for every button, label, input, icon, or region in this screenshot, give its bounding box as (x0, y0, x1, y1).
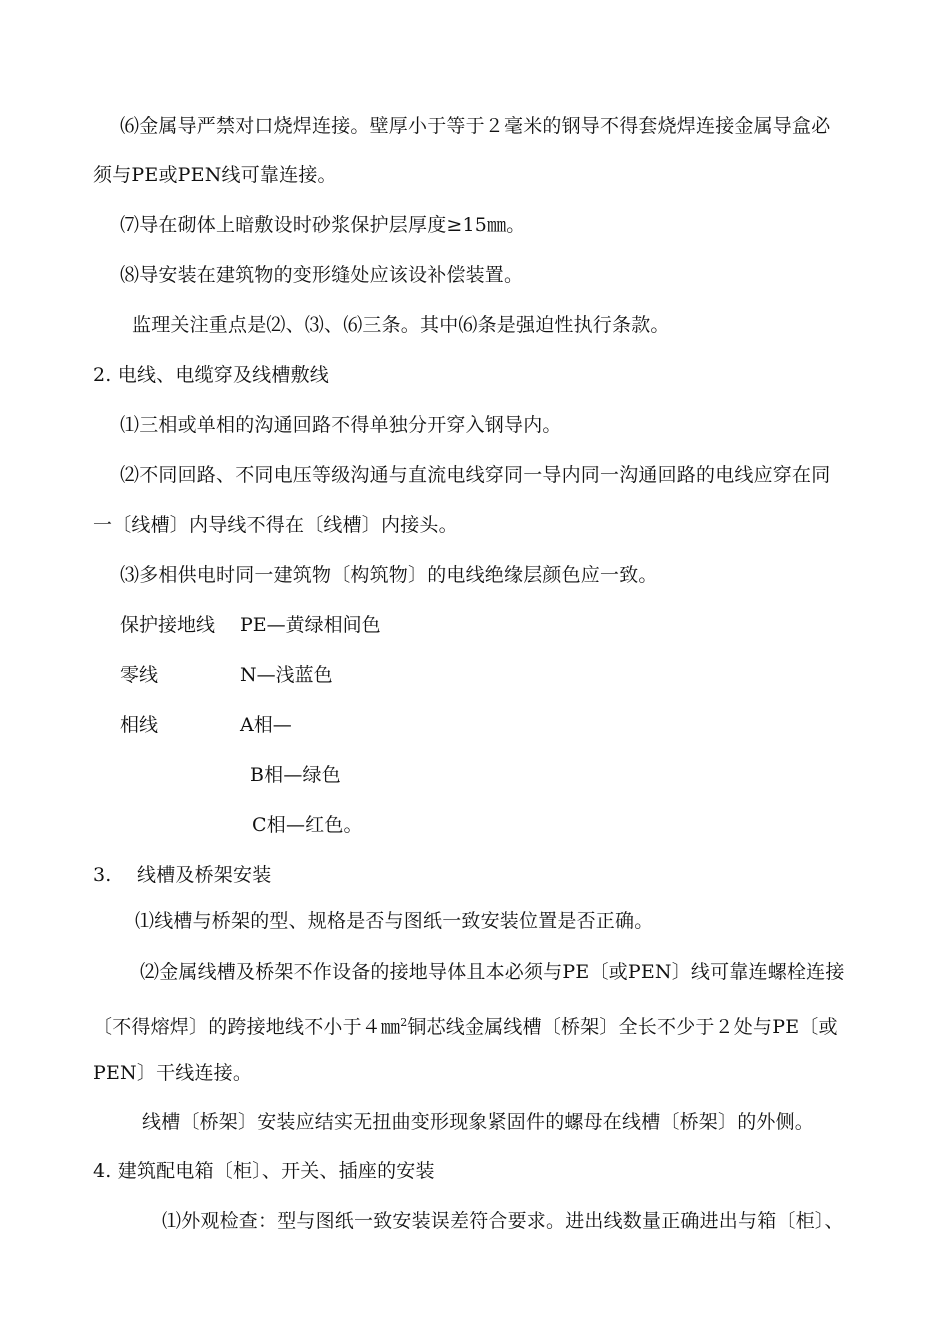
color-table-value: B相—绿色 (250, 764, 341, 786)
section-heading: 2. 电线、电缆穿及线槽敷线 (93, 364, 329, 386)
paragraph-line: 一〔线槽〕内导线不得在〔线槽〕内接头。 (93, 514, 458, 536)
paragraph-line: ⑴三相或单相的沟通回路不得单独分开穿入钢导内。 (120, 414, 562, 436)
color-table-value: N—浅蓝色 (240, 664, 333, 686)
paragraph-line: 须与PE或PEN线可靠连接。 (93, 164, 337, 186)
superscript: 2 (400, 1016, 408, 1029)
color-table-value: C相—红色。 (252, 814, 363, 836)
section-title: 线槽及桥架安装 (137, 864, 272, 886)
section-heading: 4. 建筑配电箱〔柜〕、开关、插座的安装 (93, 1160, 435, 1182)
paragraph-line: ⑵不同回路、不同电压等级沟通与直流电线穿同一导内同一沟通回路的电线应穿在同 (120, 464, 831, 486)
color-table-label: 相线 (120, 714, 159, 736)
color-table-label: 保护接地线 (120, 614, 216, 636)
text-run: 〔不得熔焊〕的跨接地线不小于４㎜ (93, 1016, 401, 1038)
color-table-value: PE—黄绿相间色 (240, 614, 381, 636)
color-table-label: 零线 (120, 664, 159, 686)
section-heading (93, 863, 271, 887)
paragraph-line: 线槽〔桥架〕安装应结实无扭曲变形现象紧固件的螺母在线槽〔桥架〕的外侧。 (142, 1111, 815, 1133)
color-table-value: A相— (240, 714, 292, 736)
paragraph-line: ⑶多相供电时同一建筑物〔构筑物〕的电线绝缘层颜色应一致。 (120, 564, 658, 586)
paragraph-line: ⑻导安装在建筑物的变形缝处应该设补偿装置。 (120, 264, 524, 286)
paragraph-line: ⑴线槽与桥架的型、规格是否与图纸一致安装位置是否正确。 (135, 910, 654, 932)
paragraph-line: 监理关注重点是⑵、⑶、⑹三条。其中⑹条是强迫性执行条款。 (132, 314, 670, 336)
paragraph-line: ⑺导在砌体上暗敷设时砂浆保护层厚度≥15㎜。 (120, 214, 526, 236)
paragraph-line: PEN〕干线连接。 (93, 1062, 253, 1084)
paragraph-line: ⑹金属导严禁对口烧焊连接。壁厚小于等于２毫米的钢导不得套烧焊连接金属导盒必 (120, 115, 831, 137)
paragraph-line: ⑴外观检查：型与图纸一致安装误差符合要求。进出线数量正确进出与箱〔柜〕、 (162, 1210, 844, 1232)
text-run: 铜芯线金属线槽〔桥架〕全长不少于２处与PE〔或 (407, 1016, 838, 1038)
paragraph-line (93, 1011, 838, 1039)
paragraph-line: ⑵金属线槽及桥架不作设备的接地导体且本必须与PE〔或PEN〕线可靠连螺栓连接 (140, 961, 845, 983)
section-number: 3. (93, 864, 112, 886)
